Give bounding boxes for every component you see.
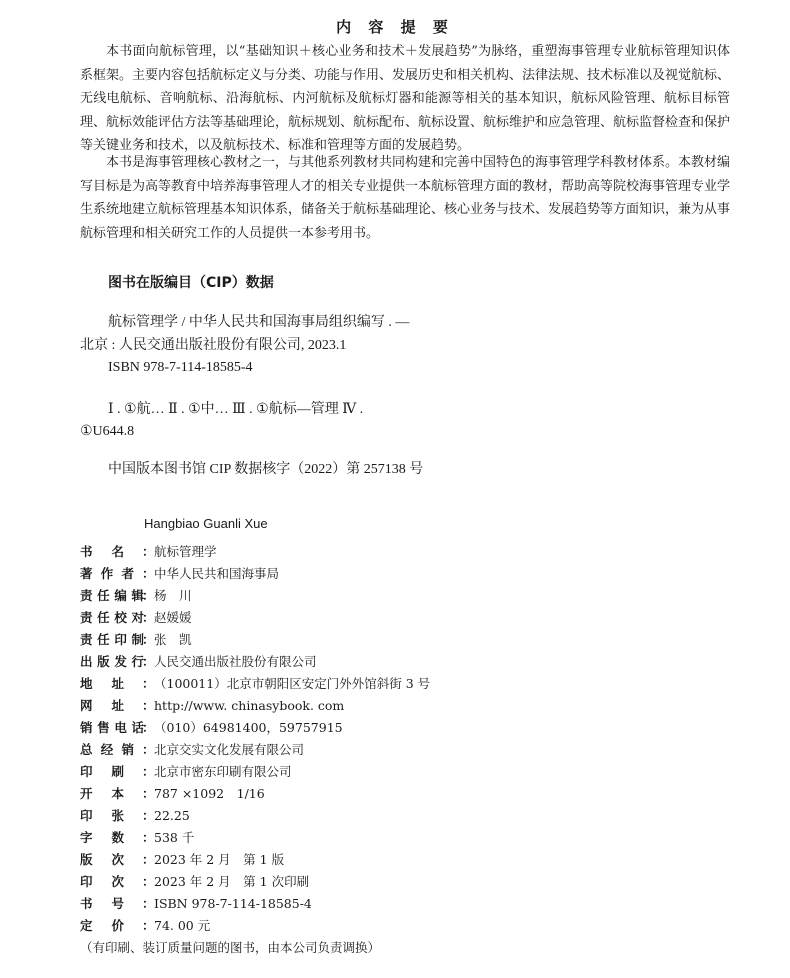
colophon-label xyxy=(80,806,124,824)
colophon-label-char: 辑 xyxy=(131,588,144,603)
cip-classification-line: ①U644.8 xyxy=(80,424,135,439)
colophon-label-char: 者 xyxy=(121,566,134,581)
colophon-colon: ： xyxy=(142,786,155,801)
colophon-label-char: 出 xyxy=(80,654,93,669)
colophon-label-char: 版 xyxy=(97,654,110,669)
colophon-label xyxy=(80,630,144,648)
colophon-value: ISBN 978-7-114-18585-4 xyxy=(154,895,312,911)
colophon-label-char: 开 xyxy=(80,786,93,801)
colophon-label-char: 售 xyxy=(97,720,110,735)
colophon-colon: ： xyxy=(142,896,155,911)
colophon-label xyxy=(80,850,124,868)
colophon-label-char: 网 xyxy=(80,698,93,713)
colophon-label-char: 版 xyxy=(80,852,93,867)
colophon-label-char: 名 xyxy=(111,544,124,559)
colophon-value: 张 凯 xyxy=(154,632,192,647)
colophon-label xyxy=(80,652,144,670)
colophon-label-char: 本 xyxy=(111,786,124,801)
colophon-value: （010）64981400，59757915 xyxy=(154,720,343,735)
colophon-label xyxy=(80,740,134,758)
colophon-label-char: 作 xyxy=(100,566,114,581)
colophon-row xyxy=(80,738,740,760)
colophon-label-char: 印 xyxy=(80,808,93,823)
colophon-value: 北京交实文化发展有限公司 xyxy=(154,742,305,757)
colophon-value: 74. 00 元 xyxy=(154,918,211,933)
colophon-colon: ： xyxy=(142,566,155,581)
colophon-label xyxy=(80,542,124,560)
colophon-label-char: 次 xyxy=(111,874,124,889)
colophon-label-char: 任 xyxy=(97,632,110,647)
colophon-row xyxy=(80,804,740,826)
colophon-row xyxy=(80,782,740,804)
colophon-row xyxy=(80,694,740,716)
colophon-value: 2023 年 2 月 第 1 版 xyxy=(154,852,285,867)
colophon-colon: ： xyxy=(142,544,155,559)
colophon-label-char: 书 xyxy=(80,544,93,559)
colophon-value: 航标管理学 xyxy=(154,544,217,559)
abstract-paragraph: 本书面向航标管理，以“基础知识＋核心业务和技术＋发展趋势”为脉络，重塑海事管理专业航标管理知识体系框架。主要内容包括航标定义与分类、功能与作用、发展历史和相关机构、法律法规、技术标准以及视觉航标、无线电航标、音响航标、沿海航标、内河航标及航标灯器和能源等相关的基本知识，航标风险管理、航标目标管理、航标效能评估方法等基础理论，航标规划、航标配布、航标设置、航标维护和应急管理、航标监督检查和保护等关键业务和技术，以及航标技术、标准和管理等方面的发展趋势。 xyxy=(80,44,731,153)
colophon-colon: ： xyxy=(142,676,155,691)
colophon-value: 赵媛媛 xyxy=(154,610,192,625)
colophon-label-char: 销 xyxy=(80,720,93,735)
colophon-label-char: 任 xyxy=(97,610,110,625)
colophon-row xyxy=(80,870,740,892)
colophon-row xyxy=(80,716,740,738)
colophon xyxy=(80,540,740,956)
colophon-value: 538 千 xyxy=(154,830,195,845)
colophon-row xyxy=(80,760,740,782)
colophon-label-char: 址 xyxy=(111,698,124,713)
colophon-label-char: 刷 xyxy=(111,764,124,779)
colophon-value: 人民交通出版社股份有限公司 xyxy=(154,654,317,669)
colophon-rows xyxy=(80,540,740,936)
abstract-paragraph: 本书是海事管理核心教材之一，与其他系列教材共同构建和完善中国特色的海事管理学科教材体系。本教材编写目标是为高等教育中培养海事管理人才的相关专业提供一本航标管理方面的教材，帮助高等院校海事管理专业学生系统地建立航标管理基本知识体系，储备关于航标基础理论、核心业务与技术、发展趋势等方面知识，兼为从事航标管理和相关研究工作的人员提供一本参考用书。 xyxy=(80,155,731,241)
colophon-label xyxy=(80,916,124,934)
quality-note: （有印刷、装订质量问题的图书，由本公司负责调换） xyxy=(80,940,381,955)
colophon-value: 杨 川 xyxy=(154,588,192,603)
colophon-colon: ： xyxy=(142,654,155,669)
colophon-label-char: 字 xyxy=(80,830,93,845)
colophon-row xyxy=(80,848,740,870)
colophon-label-char: 著 xyxy=(80,566,93,581)
colophon-label xyxy=(80,872,124,890)
colophon-label-char: 责 xyxy=(80,632,93,647)
colophon-colon: ： xyxy=(142,698,155,713)
colophon-label-char: 印 xyxy=(114,632,127,647)
colophon-colon: ： xyxy=(142,874,155,889)
colophon-value: 787 ×1092 1/16 xyxy=(154,786,265,801)
colophon-label-char: 责 xyxy=(80,588,93,603)
colophon-value: http://www. chinasybook. com xyxy=(154,697,345,713)
cip-record-number-line: 中国版本图书馆 CIP 数据核字（2022）第 257138 号 xyxy=(108,462,424,477)
colophon-row xyxy=(80,628,740,650)
colophon-label xyxy=(80,564,134,582)
colophon-value: 北京市密东印刷有限公司 xyxy=(154,764,292,779)
colophon-label-char: 印 xyxy=(80,764,93,779)
cip-heading: 图书在版编目（CIP）数据 xyxy=(108,275,274,291)
colophon-colon: ： xyxy=(142,742,155,757)
colophon-row xyxy=(80,650,740,672)
colophon-label xyxy=(80,608,144,626)
colophon-label-char: 任 xyxy=(97,588,110,603)
colophon-label-char: 数 xyxy=(111,830,124,845)
colophon-label xyxy=(80,762,124,780)
colophon-label-char: 次 xyxy=(111,852,124,867)
cip-subject-line: Ⅰ . ①航… Ⅱ . ①中… Ⅲ . ①航标—管理 Ⅳ . xyxy=(108,402,364,417)
colophon-label-char: 定 xyxy=(80,918,93,933)
colophon-label-char: 经 xyxy=(100,742,114,757)
colophon-colon: ： xyxy=(142,918,155,933)
colophon-label-char: 址 xyxy=(111,676,124,691)
colophon-label-char: 对 xyxy=(131,610,144,625)
colophon-label xyxy=(80,784,124,802)
colophon-label xyxy=(80,586,144,604)
colophon-label-char: 责 xyxy=(80,610,93,625)
colophon-row xyxy=(80,540,740,562)
pinyin-title: Hangbiao Guanli Xue xyxy=(144,516,268,531)
colophon-row xyxy=(80,606,740,628)
colophon-colon: ： xyxy=(142,808,155,823)
colophon-label xyxy=(80,718,144,736)
colophon-label xyxy=(80,894,124,912)
colophon-row xyxy=(80,826,740,848)
colophon-label-char: 销 xyxy=(121,742,134,757)
colophon-label-char: 发 xyxy=(114,654,127,669)
colophon-value: 中华人民共和国海事局 xyxy=(154,566,280,581)
colophon-value: 22.25 xyxy=(154,807,190,823)
colophon-value: （100011）北京市朝阳区安定门外外馆斜街 3 号 xyxy=(154,676,431,691)
colophon-label-char: 话 xyxy=(131,720,144,735)
colophon-label-char: 书 xyxy=(80,896,93,911)
colophon-colon: ： xyxy=(142,632,155,647)
cip-title-line: 航标管理学 / 中华人民共和国海事局组织编写 . — xyxy=(108,315,410,330)
cip-isbn-line: ISBN 978-7-114-18585-4 xyxy=(108,360,253,375)
colophon-label-char: 行 xyxy=(131,654,144,669)
colophon-label-char: 电 xyxy=(114,720,127,735)
colophon-colon: ： xyxy=(142,720,155,735)
cip-publisher-line: 北京 : 人民交通出版社股份有限公司, 2023.1 xyxy=(80,338,347,353)
colophon-row xyxy=(80,892,740,914)
colophon-row xyxy=(80,672,740,694)
colophon-colon: ： xyxy=(142,610,155,625)
colophon-label xyxy=(80,828,124,846)
colophon-label-char: 编 xyxy=(114,588,127,603)
colophon-colon: ： xyxy=(142,588,155,603)
colophon-colon: ： xyxy=(142,830,155,845)
colophon-label-char: 张 xyxy=(111,808,124,823)
colophon-row xyxy=(80,562,740,584)
colophon-row xyxy=(80,584,740,606)
colophon-label-char: 价 xyxy=(111,918,124,933)
colophon-label-char: 校 xyxy=(114,610,127,625)
colophon-label xyxy=(80,674,124,692)
colophon-label-char: 地 xyxy=(80,676,93,691)
colophon-row xyxy=(80,914,740,936)
abstract-title: 内 容 提 要 xyxy=(336,18,454,36)
colophon-label-char: 制 xyxy=(131,632,144,647)
colophon-value: 2023 年 2 月 第 1 次印刷 xyxy=(154,874,310,889)
colophon-colon: ： xyxy=(142,852,155,867)
colophon-label-char: 总 xyxy=(80,742,93,757)
colophon-colon: ： xyxy=(142,764,155,779)
colophon-label-char: 印 xyxy=(80,874,93,889)
colophon-label-char: 号 xyxy=(111,896,124,911)
colophon-label xyxy=(80,696,124,714)
